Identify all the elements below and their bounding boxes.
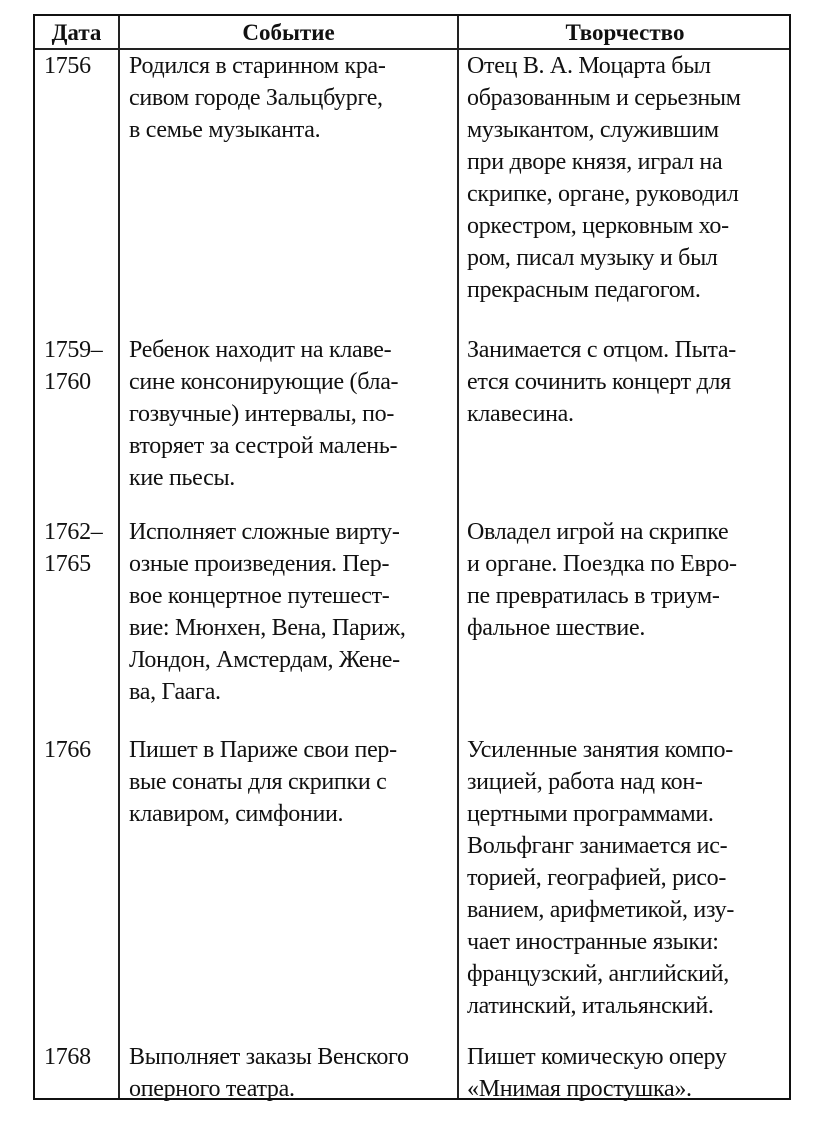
work-cell: Усиленные занятия компо- зицией, работа над кон- цертными программами. Вольфганг занимается ис- торией, географией, рисо- ванием, арифметикой, изу- чает иностранные языки: французский, английский, латинский, итальянский. <box>467 737 735 1019</box>
mozart-timeline-table <box>33 14 791 1100</box>
date-cell: 1756 <box>44 53 91 79</box>
event-cell: Родился в старинном кра- сивом городе Зальцбурге, в семье музыканта. <box>129 53 386 143</box>
date-cell: 1759– 1760 <box>44 337 103 395</box>
date-cell: 1766 <box>44 737 91 763</box>
work-cell: Пишет комическую оперу «Мнимая простушка». <box>467 1044 727 1102</box>
work-cell: Овладел игрой на скрипке и органе. Поездка по Евро- пе превратилась в триум- фальное шествие. <box>467 519 737 641</box>
event-cell: Исполняет сложные вирту- озные произведения. Пер- вое концертное путешест- вие: Мюнхен, Вена, Париж, Лондон, Амстердам, Жене- ва, Гаага. <box>129 519 406 705</box>
event-cell: Ребенок находит на клаве- сине консонирующие (бла- гозвучные) интервалы, по- вторяет за сестрой малень- кие пьесы. <box>129 337 399 491</box>
date-cell: 1762– 1765 <box>44 519 103 577</box>
date-cell: 1768 <box>44 1044 91 1070</box>
event-cell: Выполняет заказы Венского оперного театра. <box>129 1044 409 1102</box>
work-cell: Занимается с отцом. Пыта- ется сочинить концерт для клавесина. <box>467 337 736 427</box>
header-date: Дата <box>51 20 102 45</box>
header-work: Творчество <box>565 20 685 45</box>
event-cell: Пишет в Париже свои пер- вые сонаты для скрипки с клавиром, симфонии. <box>129 737 397 827</box>
header-event: Событие <box>242 20 335 45</box>
work-cell: Отец В. А. Моцарта был образованным и серьезным музыкантом, служившим при дворе князя, играл на скрипке, органе, руководил оркестром, церковным хо- ром, писал музыку и был прекрасным педагогом. <box>467 53 741 303</box>
